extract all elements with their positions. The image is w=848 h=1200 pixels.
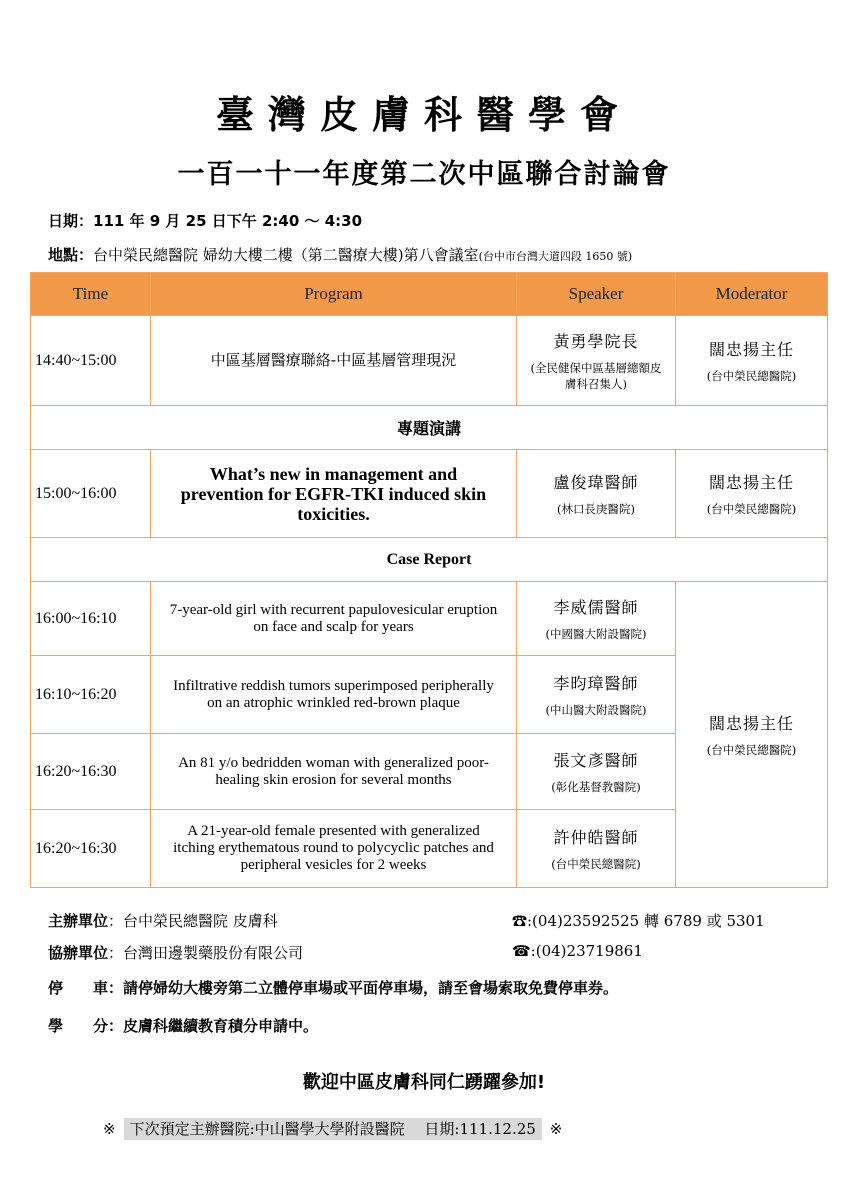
- co-host-label: 協辦單位: [48, 944, 109, 962]
- parking-value: ：請停婦幼大樓旁第二立體停車場或平面停車場，請至會場索取免費停車券。: [108, 979, 619, 997]
- schedule-table: [30, 272, 828, 888]
- venue-address: (台中市台灣大道四段 1650 號): [478, 250, 633, 263]
- time-cell: 16:20~16:30: [31, 810, 151, 888]
- speaker-cell: [517, 316, 676, 406]
- speaker-cell: [517, 734, 676, 810]
- section-title-case-report: Case Report: [31, 538, 828, 582]
- moderator-name: 闊忠揚主任: [708, 340, 794, 359]
- time-cell: 15:00~16:00: [31, 450, 151, 538]
- moderator-cell: [676, 316, 828, 406]
- credit-value: ：皮膚科繼續教育積分申請中。: [108, 1017, 319, 1035]
- program-cell: An 81 y/o bedridden woman with generalized poor-healing skin erosion for several months: [151, 734, 517, 810]
- date-line: [48, 210, 362, 231]
- table-row: [31, 316, 828, 406]
- venue-line: [48, 244, 632, 265]
- host-phone: ☎:(04)23592525 轉 6789 或 5301: [512, 912, 765, 930]
- table-header-row: [31, 273, 828, 316]
- speaker-affiliation: (彰化基督教醫院): [551, 780, 641, 794]
- page-title: 臺灣皮膚科醫學會: [215, 93, 632, 137]
- section-row: [31, 406, 828, 450]
- next-meeting-line: [103, 1118, 562, 1139]
- time-cell: 16:00~16:10: [31, 582, 151, 656]
- co-host-value: ：台灣田邊製藥股份有限公司: [108, 944, 304, 962]
- speaker-affiliation: (中山醫大附設醫院): [545, 703, 647, 717]
- program-cell: Infiltrative reddish tumors superimposed peripherally on an atrophic wrinkled red-brown plaque: [151, 656, 517, 734]
- speaker-name: 盧俊瑋醫師: [553, 473, 639, 492]
- moderator-name: 闊忠揚主任: [708, 714, 794, 733]
- date-label: 日期：: [48, 212, 94, 230]
- speaker-cell: [517, 656, 676, 734]
- co-host-phone: ☎:(04)23719861: [512, 942, 643, 960]
- program-cell: 中區基層醫療聯絡-中區基層管理現況: [151, 316, 517, 406]
- reference-mark-right: ※: [549, 1120, 563, 1138]
- venue-label: 地點：: [48, 246, 94, 264]
- parking-label: 停 車: [48, 979, 109, 997]
- time-cell: 16:20~16:30: [31, 734, 151, 810]
- moderator-cell: [676, 582, 828, 888]
- section-title-lecture: 專題演講: [31, 406, 828, 450]
- time-cell: 14:40~15:00: [31, 316, 151, 406]
- speaker-affiliation: (台中榮民總醫院): [551, 857, 641, 871]
- header-program: Program: [151, 273, 517, 316]
- speaker-name: 張文彥醫師: [553, 751, 639, 770]
- host-value: ：台中榮民總醫院 皮膚科: [108, 912, 278, 930]
- moderator-affiliation: (台中榮民總醫院): [706, 369, 797, 383]
- header-moderator: Moderator: [676, 273, 828, 316]
- venue-value: 台中榮民總醫院 婦幼大樓二樓（第二醫療大樓)第八會議室: [93, 246, 479, 264]
- date-value: 111 年 9 月 25 日下午 2:40 ～ 4:30: [93, 212, 363, 230]
- program-cell: 7-year-old girl with recurrent papulovesicular eruption on face and scalp for years: [151, 582, 517, 656]
- program-cell: A 21-year-old female presented with generalized itching erythematous round to polycyclic patches and peripheral vesicles for 2 weeks: [151, 810, 517, 888]
- moderator-affiliation: (台中榮民總醫院): [706, 743, 797, 757]
- speaker-cell: [517, 810, 676, 888]
- speaker-affiliation: (林口長庚醫院): [557, 502, 635, 516]
- header-speaker: Speaker: [517, 273, 676, 316]
- moderator-affiliation: (台中榮民總醫院): [706, 502, 797, 516]
- speaker-cell: [517, 582, 676, 656]
- section-row: [31, 538, 828, 582]
- speaker-cell: [517, 450, 676, 538]
- header-time: Time: [31, 273, 151, 316]
- next-meeting-text: 下次預定主辦醫院:中山醫學大學附設醫院 日期:111.12.25: [124, 1118, 542, 1140]
- welcome-message: 歡迎中區皮膚科同仁踴躍參加!: [302, 1072, 546, 1093]
- host-label: 主辦單位: [48, 912, 109, 930]
- table-row: [31, 450, 828, 538]
- time-cell: 16:10~16:20: [31, 656, 151, 734]
- speaker-affiliation: (全民健保中區基層總額皮膚科召集人): [530, 361, 662, 391]
- speaker-name: 許仲皓醫師: [553, 828, 639, 847]
- speaker-affiliation: (中國醫大附設醫院): [545, 627, 647, 641]
- program-cell: What’s new in management and prevention for EGFR-TKI induced skin toxicities.: [151, 450, 517, 538]
- co-host-line: [48, 942, 303, 963]
- parking-line: [48, 977, 618, 998]
- reference-mark-left: ※: [103, 1120, 116, 1138]
- moderator-cell: [676, 450, 828, 538]
- speaker-name: 李昀璋醫師: [553, 674, 639, 693]
- credit-line: [48, 1015, 318, 1036]
- event-subtitle: 一百一十一年度第二次中區聯合討論會: [177, 159, 671, 190]
- table-row: [31, 582, 828, 656]
- speaker-name: 黃勇學院長: [553, 332, 639, 351]
- moderator-name: 闊忠揚主任: [708, 473, 794, 492]
- speaker-name: 李威儒醫師: [553, 598, 639, 617]
- credit-label: 學 分: [48, 1017, 109, 1035]
- host-line: [48, 910, 278, 931]
